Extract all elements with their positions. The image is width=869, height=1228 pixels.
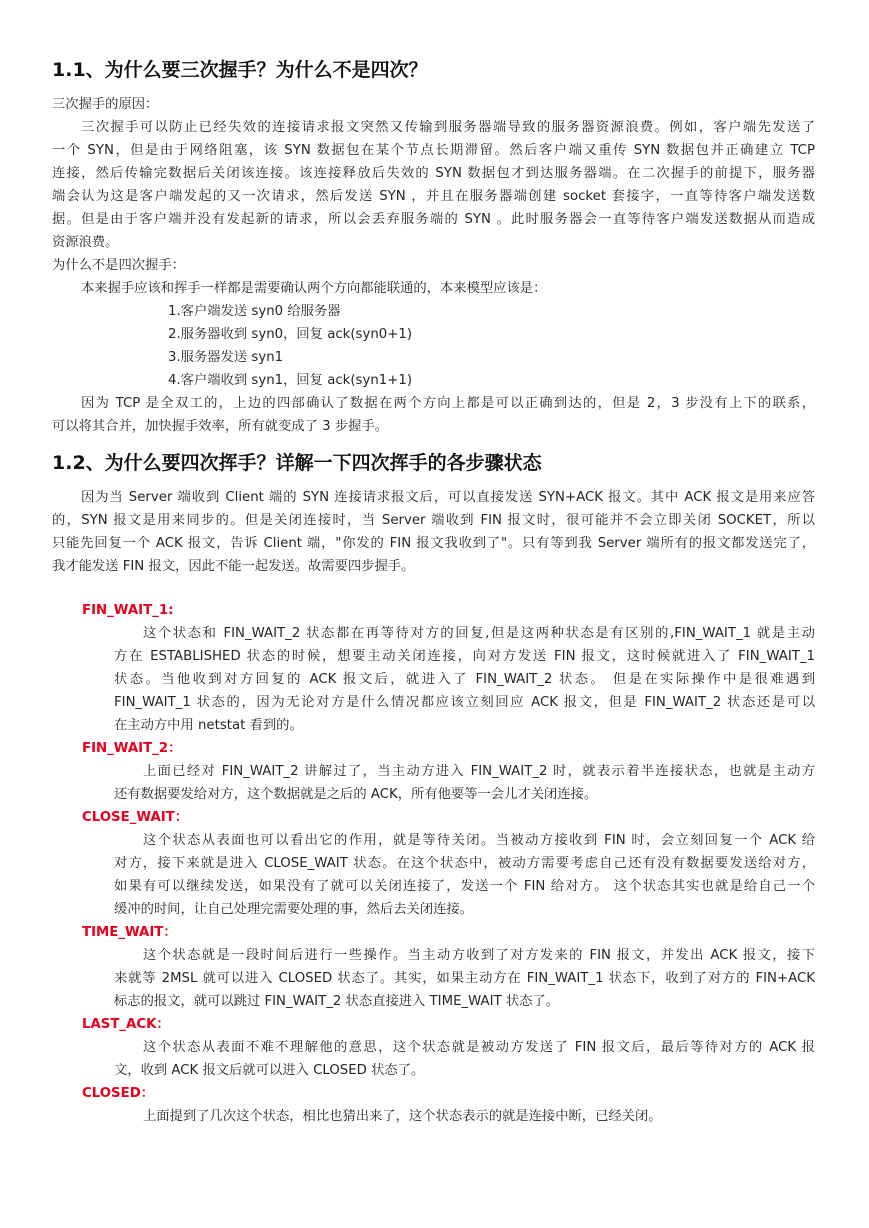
paragraph-line: 只能先回复一个 ACK 报文，告诉 Client 端，"你发的 FIN 报文我收到了"。只有等到我 Server 端所有的报文都发送完了，	[52, 536, 815, 551]
state-label-time-wait: TIME_WAIT：	[82, 925, 177, 940]
state-description-line: 文，收到 ACK 报文后就可以进入 CLOSED 状态了。	[114, 1063, 425, 1078]
paragraph-line: 三次握手可以防止已经失效的连接请求报文突然又传输到服务器端导致的服务器资源浪费。例如，客户端先发送了	[81, 120, 815, 135]
paragraph-line: 我才能发送 FIN 报文，因此不能一起发送。故需要四步握手。	[52, 559, 415, 574]
paragraph-line: 因为 TCP 是全双工的，上边的四部确认了数据在两个方向上都是可以正确到达的，但是 2，3 步没有上下的联系，	[81, 396, 815, 411]
section-heading-2: 1.2、为什么要四次挥手？详解一下四次挥手的各步骤状态	[52, 452, 542, 474]
paragraph-line: 一个 SYN，但是由于网络阻塞，该 SYN 数据包在某个节点长期滞留。然后客户端又重传 SYN 数据包并正确建立 TCP	[52, 143, 815, 158]
list-item: 4.客户端收到 syn1，回复 ack(syn1+1)	[168, 373, 413, 388]
state-label-fin-wait-1: FIN_WAIT_1:	[82, 603, 174, 618]
state-label-closed: CLOSED：	[82, 1086, 155, 1101]
list-item: 2.服务器收到 syn0，回复 ack(syn0+1)	[168, 327, 413, 342]
state-description-line: 上面提到了几次这个状态，相比也猜出来了，这个状态表示的就是连接中断，已经关闭。	[143, 1109, 662, 1124]
list-item: 1.客户端发送 syn0 给服务器	[168, 304, 341, 319]
section-heading-1: 1.1、为什么要三次握手？为什么不是四次？	[52, 59, 428, 81]
state-description-line: 缓冲的时间，让自己处理完需要处理的事，然后去关闭连接。	[114, 902, 474, 917]
state-description-line: 如果有可以继续发送，如果没有了就可以关闭连接了，发送一个 FIN 给对方。 这个状态其实也就是给自己一个	[114, 879, 815, 894]
state-description-line: 对方，接下来就是进入 CLOSE_WAIT 状态。在这个状态中，被动方需要考虑自己还有没有数据要发送给对方，	[114, 856, 815, 871]
paragraph-line: 因为当 Server 端收到 Client 端的 SYN 连接请求报文后，可以直接发送 SYN+ACK 报文。其中 ACK 报文是用来应答	[81, 490, 815, 505]
paragraph-line: 本来握手应该和挥手一样都是需要确认两个方向都能联通的，本来模型应该是：	[81, 281, 547, 296]
state-description-line: 这个状态和 FIN_WAIT_2 状态都在再等待对方的回复,但是这两种状态是有区别的,FIN_WAIT_1 就是主动	[143, 626, 815, 641]
state-label-fin-wait-2: FIN_WAIT_2：	[82, 741, 182, 756]
paragraph-line: 资源浪费。	[52, 235, 119, 250]
state-description-line: 这个状态就是一段时间后进行一些操作。当主动方收到了对方发来的 FIN 报文，并发出 ACK 报文，接下	[143, 948, 815, 963]
state-description-line: 在主动方中用 netstat 看到的。	[114, 718, 303, 733]
paragraph-line: 据。但是由于客户端并没有发起新的请求，所以会丢弃服务端的 SYN 。此时服务器会一直等待客户端发送数据从而造成	[52, 212, 815, 227]
state-description-line: 这个状态从表面不难不理解他的意思，这个状态就是被动方发送了 FIN 报文后，最后等待对方的 ACK 报	[143, 1040, 815, 1055]
state-label-close-wait: CLOSE_WAIT：	[82, 810, 189, 825]
paragraph-line: 的，SYN 报文是用来同步的。但是关闭连接时，当 Server 端收到 FIN 报文时，很可能并不会立即关闭 SOCKET，所以	[52, 513, 815, 528]
state-label-last-ack: LAST_ACK：	[82, 1017, 170, 1032]
state-description-line: 状态。当他收到对方回复的 ACK 报文后，就进入了 FIN_WAIT_2 状态。 但是在实际操作中是很难遇到	[114, 672, 815, 687]
paragraph-line: 连接，然后传输完数据后关闭该连接。该连接释放后失效的 SYN 数据包才到达服务器端。在二次握手的前提下，服务器	[52, 166, 815, 181]
state-description-line: 来就等 2MSL 就可以进入 CLOSED 状态了。其实，如果主动方在 FIN_WAIT_1 状态下，收到了对方的 FIN+ACK	[114, 971, 815, 986]
state-description-line: 上面已经对 FIN_WAIT_2 讲解过了，当主动方进入 FIN_WAIT_2 时，就表示着半连接状态，也就是主动方	[143, 764, 815, 779]
list-item: 3.服务器发送 syn1	[168, 350, 284, 365]
state-description-line: 方在 ESTABLISHED 状态的时候，想要主动关闭连接，向对方发送 FIN 报文，这时候就进入了 FIN_WAIT_1	[114, 649, 815, 664]
paragraph-line: 端会认为这是客户端发起的又一次请求，然后发送 SYN ，并且在服务器端创建 socket 套接字，一直等待客户端发送数	[52, 189, 815, 204]
state-description-line: 还有数据要发给对方，这个数据就是之后的 ACK，所有他要等一会儿才关闭连接。	[114, 787, 598, 802]
state-description-line: 标志的报文，就可以跳过 FIN_WAIT_2 状态直接进入 TIME_WAIT 状态了。	[114, 994, 560, 1009]
state-description-line: 这个状态从表面也可以看出它的作用，就是等待关闭。当被动方接收到 FIN 时，会立刻回复一个 ACK 给	[143, 833, 815, 848]
paragraph-line: 可以将其合并，加快握手效率，所有就变成了 3 步握手。	[52, 419, 389, 434]
state-description-line: FIN_WAIT_1 状态的，因为无论对方是什么情况都应该立刻回应 ACK 报文，但是 FIN_WAIT_2 状态还是可以	[114, 695, 815, 710]
why-not-four-label: 为什么不是四次握手：	[52, 258, 185, 273]
reason-label: 三次握手的原因：	[52, 97, 159, 112]
